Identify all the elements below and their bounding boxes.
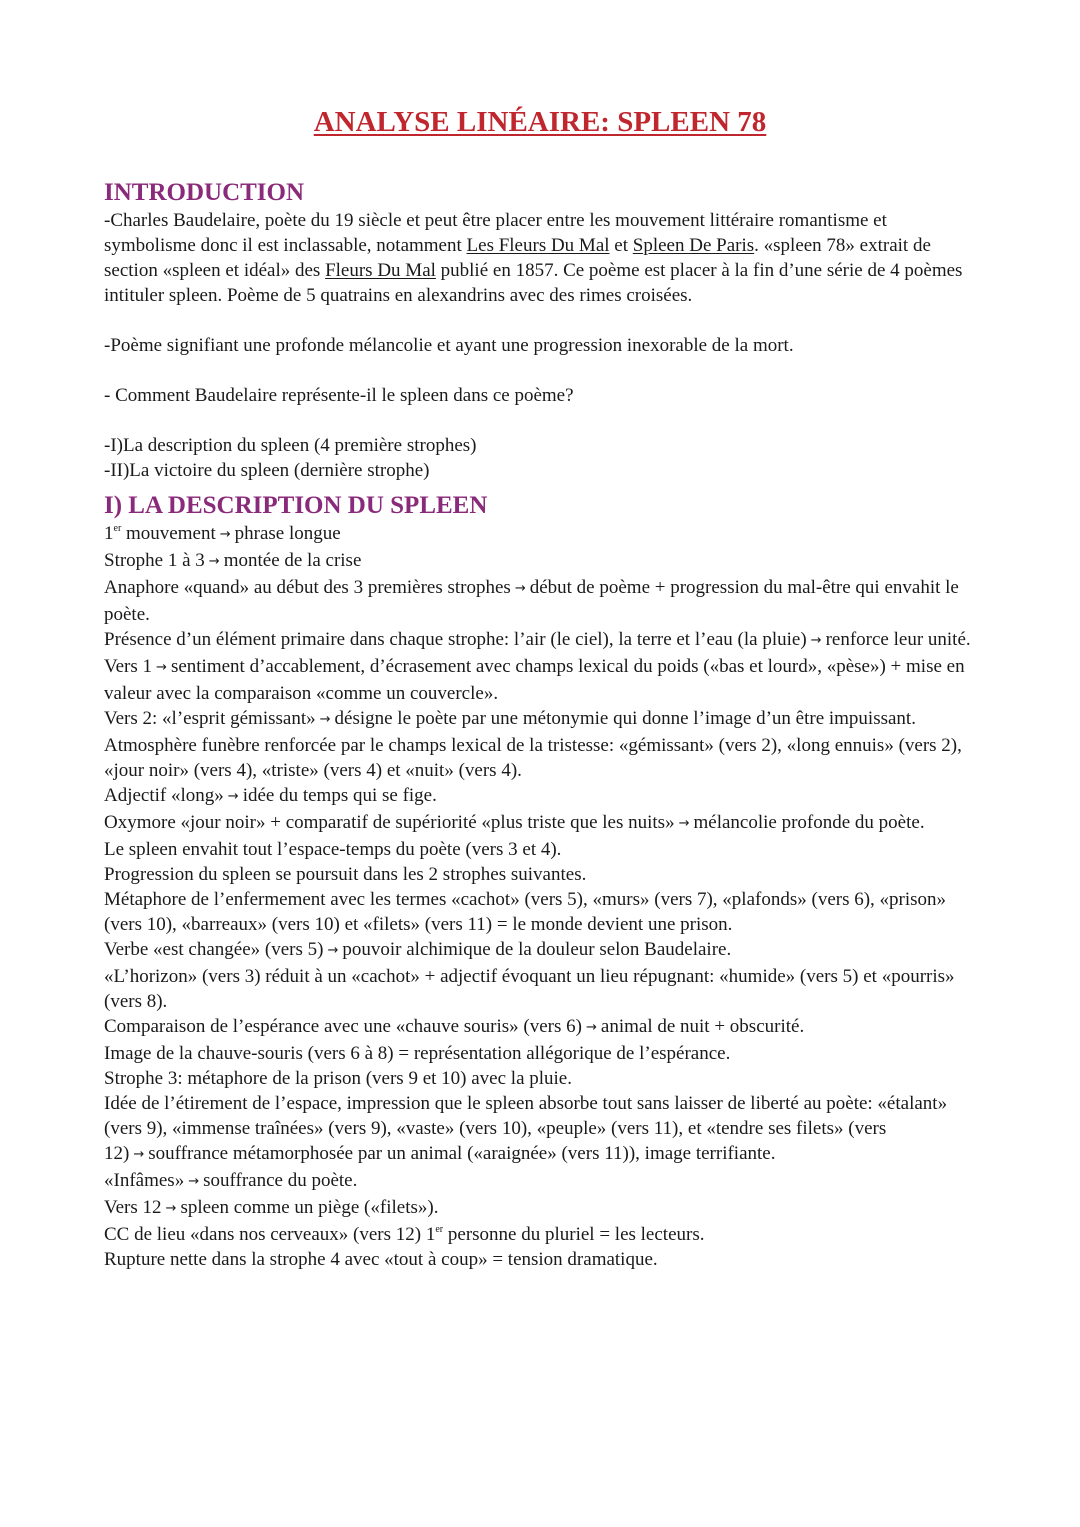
note-line [104,1014,976,1041]
note-line [104,1222,976,1247]
note-text: idée du temps qui se fige. [242,785,437,806]
arrow-icon: → [227,789,239,804]
note-text: souffrance métamorphosée par un animal («araignée» (vers 11)), image terrifiante. [148,1143,776,1164]
note-line: Le spleen envahit tout l’espace-temps du poète (vers 3 et 4). [104,839,562,860]
book-title-fleurs-du-mal-2: Fleurs Du Mal [325,260,436,281]
note-text: Adjectif «long» [104,785,224,806]
note-line [104,1168,976,1195]
page-title: ANALYSE LINÉAIRE: SPLEEN 78 [313,106,767,138]
arrow-icon: → [327,943,339,958]
arrow-icon: → [319,712,331,727]
note-text: animal de nuit + obscurité. [600,1016,805,1037]
note-line: Image de la chauve-souris (vers 6 à 8) = représentation allégorique de l’espérance. [104,1043,731,1064]
problematique: - Comment Baudelaire représente-il le spleen dans ce poème? [104,385,574,406]
plan-item-1: -I)La description du spleen (4 première strophes) [104,435,477,456]
note-text: Anaphore «quand» au début des 3 premières strophes [104,577,511,598]
superscript: er [435,1224,444,1235]
note-line [104,627,976,654]
note-text: mouvement [121,523,216,544]
note-line: «L’horizon» (vers 3) réduit à un «cachot» + adjectif évoquant un lieu répugnant: «humide» (vers 5) et «pourris» (vers 8). [104,966,955,1012]
note-text: Vers 12 [104,1197,162,1218]
note-line [104,575,976,627]
arrow-icon: → [165,1201,177,1216]
note-line [104,521,976,548]
intro-paragraph [104,208,976,308]
book-title-fleurs-du-mal: Les Fleurs Du Mal [466,235,610,256]
note-text: CC de lieu «dans nos cerveaux» (vers 12) 1 [104,1224,436,1245]
intro-text-part: et [609,235,633,256]
note-text: montée de la crise [223,550,362,571]
note-text: pouvoir alchimique de la douleur selon Baudelaire. [342,939,732,960]
plan-item-2: -II)La victoire du spleen (dernière strophe) [104,460,430,481]
note-text: désigne le poète par une métonymie qui donne l’image d’un être impuissant. [334,708,916,729]
note-text: Idée de l’étirement de l’espace, impression que le spleen absorbe tout sans laisser de liberté au poète: «étalant» (vers 9), «immense traînées» (vers 9), «vaste» (vers 10), «peuple» (vers 11), et «tendre ses filets» (vers 12) [104,1093,948,1164]
note-text: phrase longue [234,523,341,544]
note-line: Progression du spleen se poursuit dans les 2 strophes suivantes. [104,864,587,885]
note-text: sentiment d’accablement, d’écrasement avec champs lexical du poids («bas et lourd», «pèse») + mise en valeur avec la comparaison «comme un couvercle». [104,656,965,704]
note-text: Strophe 1 à 3 [104,550,205,571]
note-text: souffrance du poète. [203,1170,358,1191]
note-line: Rupture nette dans la strophe 4 avec «tout à coup» = tension dramatique. [104,1249,658,1270]
introduction-heading: INTRODUCTION [104,179,305,206]
superscript: er [113,523,122,534]
note-text: personne du pluriel = les lecteurs. [443,1224,705,1245]
note-text: Vers 1 [104,656,153,677]
intro-text-part: publié en 1857. Ce poème est placer à la fin d’une série de 4 poèmes intituler spleen. Poème de 5 quatrains en alexandrins avec des rimes croisées. [104,260,963,306]
arrow-icon: → [208,554,220,569]
arrow-icon: → [585,1020,597,1035]
arrow-icon: → [678,816,690,831]
note-text: 1 [104,523,114,544]
arrow-icon: → [188,1174,200,1189]
note-text: «Infâmes» [104,1170,185,1191]
note-line [104,706,976,733]
note-text: Comparaison de l’espérance avec une «chauve souris» (vers 6) [104,1016,582,1037]
note-line: Atmosphère funèbre renforcée par le champs lexical de la tristesse: «gémissant» (vers 2), «long ennuis» (vers 2), «jour noir» (vers 4), «triste» (vers 4) et «nuit» (vers 4). [104,735,962,781]
note-text: Vers 2: «l’esprit gémissant» [104,708,316,729]
note-line: Strophe 3: métaphore de la prison (vers 9 et 10) avec la pluie. [104,1068,572,1089]
note-line [104,654,976,706]
note-line [104,783,976,810]
note-text: renforce leur unité. [825,629,971,650]
section-1-heading: I) LA DESCRIPTION DU SPLEEN [104,492,488,519]
intro-text-part: -Charles Baudelaire, poète du 19 siècle et peut être placer entre les mouvement littéraire romantisme et symbolisme donc il est inclassable, notamment [104,210,887,256]
note-text: début de poème + progression du mal-être qui envahit le poète. [104,577,959,625]
note-text: Oxymore «jour noir» + comparatif de supériorité «plus triste que les nuits» [104,812,675,833]
note-text: Présence d’un élément primaire dans chaque strophe: l’air (le ciel), la terre et l’eau (la pluie) [104,629,807,650]
arrow-icon: → [514,581,526,596]
note-line [104,1195,976,1222]
note-line [104,548,976,575]
note-line [104,1091,976,1168]
book-title-spleen-de-paris: Spleen De Paris [632,235,755,256]
note-line [104,937,976,964]
note-line: Métaphore de l’enfermement avec les termes «cachot» (vers 5), «murs» (vers 7), «plafonds» (vers 6), «prison» (vers 10), «barreaux» (vers 10) et «filets» (vers 11) = le monde devient une prison. [104,889,947,935]
note-text: spleen comme un piège («filets»). [180,1197,439,1218]
note-text: Verbe «est changée» (vers 5) [104,939,324,960]
arrow-icon: → [810,633,822,648]
note-line [104,810,976,837]
intro-text-part: . «spleen 78» extrait de section «spleen et idéal» des [104,235,931,281]
arrow-icon: → [219,527,231,542]
note-text: mélancolie profonde du poète. [693,812,925,833]
arrow-icon: → [156,660,167,675]
arrow-icon: → [133,1147,145,1162]
intro-theme: -Poème signifiant une profonde mélancolie et ayant une progression inexorable de la mort. [104,335,794,356]
